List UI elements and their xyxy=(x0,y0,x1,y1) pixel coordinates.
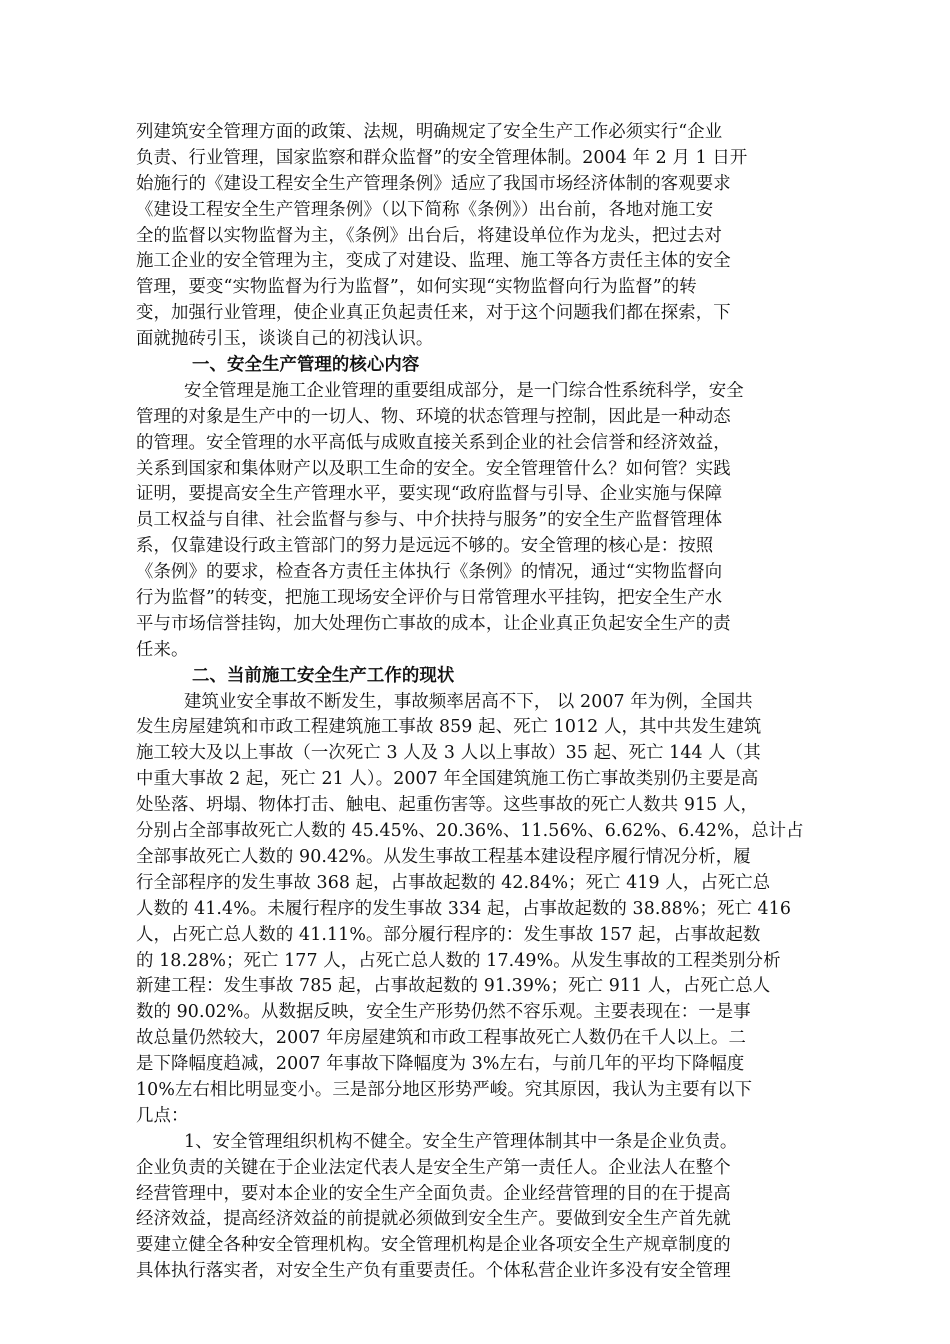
text-line: 故总量仍然较大，2007 年房屋建筑和市政工程事故死亡人数仍在千人以上。二 xyxy=(136,1028,746,1049)
text-line: 1、安全管理组织机构不健全。安全生产管理体制其中一条是企业负责。 xyxy=(184,1131,738,1152)
text-line: 《建设工程安全生产管理条例》（以下简称《条例》）出台前，各地对施工安 xyxy=(136,199,714,220)
text-line: 发生房屋建筑和市政工程建筑施工事故 859 起、死亡 1012 人，其中共发生建筑 xyxy=(136,717,762,738)
text-line: 经济效益，提高经济效益的前提就必须做到安全生产。要做到安全生产首先就 xyxy=(136,1209,731,1230)
text-line: 平与市场信誉挂钩，加大处理伤亡事故的成本，让企业真正负起安全生产的责 xyxy=(136,613,731,634)
text-line: 管理的对象是生产中的一切人、物、环境的状态管理与控制，因此是一种动态 xyxy=(136,406,731,427)
text-line: 列建筑安全管理方面的政策、法规，明确规定了安全生产工作必须实行“企业 xyxy=(136,122,723,142)
text-line: 行全部程序的发生事故 368 起，占事故起数的 42.84%；死亡 419 人，占死亡总 xyxy=(136,872,771,893)
text-line: 面就抛砖引玉，谈谈自己的初浅认识。 xyxy=(136,329,434,350)
text-line: 施工企业的安全管理为主，变成了对建设、监理、施工等各方责任主体的安全 xyxy=(136,251,731,272)
text-line: 处坠落、坍塌、物体打击、触电、起重伤害等。这些事故的死亡人数共 915 人， xyxy=(136,795,758,816)
text-line: 全部事故死亡人数的 90.42%。从发生事故工程基本建设程序履行情况分析，履 xyxy=(136,846,751,867)
text-line: 企业负责的关键在于企业法定代表人是安全生产第一责任人。企业法人在整个 xyxy=(136,1157,731,1178)
text-line: 新建工程：发生事故 785 起，占事故起数的 91.39%；死亡 911 人，占死亡总人 xyxy=(136,976,771,997)
text-line: 10%左右相比明显变小。三是部分地区形势严峻。究其原因，我认为主要有以下 xyxy=(136,1079,753,1100)
text-line: 数的 90.02%。从数据反映，安全生产形势仍然不容乐观。主要表现在：一是事 xyxy=(136,1002,751,1023)
text-line: 要建立健全各种安全管理机构。安全管理机构是企业各项安全生产规章制度的 xyxy=(136,1235,731,1256)
text-line: 施工较大及以上事故（一次死亡 3 人及 3 人以上事故）35 起、死亡 144 人（其 xyxy=(136,743,761,764)
text-line: 变，加强行业管理，使企业真正负起责任来，对于这个问题我们都在探索，下 xyxy=(136,303,731,324)
text-line: 始施行的《建设工程安全生产管理条例》适应了我国市场经济体制的客观要求 xyxy=(136,173,731,194)
document-page xyxy=(136,120,816,1285)
text-line: 负责、行业管理，国家监察和群众监督”的安全管理体制。2004 年 2 月 1 日开 xyxy=(136,147,748,168)
text-line: 具体执行落实者，对安全生产负有重要责任。个体私营企业许多没有安全管理 xyxy=(136,1261,731,1282)
text-line: 人，占死亡总人数的 41.11%。部分履行程序的：发生事故 157 起，占事故起数 xyxy=(136,924,761,945)
text-line: 任来。 xyxy=(136,639,189,660)
text-line: 人数的 41.4%。未履行程序的发生事故 334 起，占事故起数的 38.88%；死亡 416 xyxy=(136,898,792,919)
section-heading: 一、安全生产管理的核心内容 xyxy=(192,355,420,376)
text-line: 系，仅靠建设行政主管部门的努力是远远不够的。安全管理的核心是：按照 xyxy=(136,536,714,557)
text-line: 行为监督”的转变，把施工现场安全评价与日常管理水平挂钩，把安全生产水 xyxy=(136,588,723,609)
text-line: 员工权益与自律、社会监督与参与、中介扶持与服务”的安全生产监督管理体 xyxy=(136,510,723,531)
text-line: 建筑业安全事故不断发生，事故频率居高不下， 以 2007 年为例，全国共 xyxy=(184,691,753,712)
text-line: 证明，要提高安全生产管理水平，要实现“政府监督与引导、企业实施与保障 xyxy=(136,484,723,505)
text-line: 几点： xyxy=(136,1105,189,1126)
section-heading: 二、当前施工安全生产工作的现状 xyxy=(192,665,455,686)
text-line: 全的监督以实物监督为主，《条例》出台后，将建设单位作为龙头，把过去对 xyxy=(136,225,722,246)
text-line: 中重大事故 2 起，死亡 21 人）。2007 年全国建筑施工伤亡事故类别仍主要是高 xyxy=(136,769,759,790)
text-line: 经营管理中，要对本企业的安全生产全面负责。企业经营管理的目的在于提高 xyxy=(136,1183,731,1204)
text-line: 分别占全部事故死亡人数的 45.45%、20.36%、11.56%、6.62%、6.42%，总计占 xyxy=(136,821,804,842)
text-line: 的 18.28%；死亡 177 人，占死亡总人数的 17.49%。从发生事故的工程类别分析 xyxy=(136,950,781,971)
text-line: 安全管理是施工企业管理的重要组成部分，是一门综合性系统科学，安全 xyxy=(184,380,744,401)
text-line: 管理，要变“实物监督为行为监督”，如何实现“实物监督向行为监督”的转 xyxy=(136,277,697,298)
text-line: 《条例》的要求，检查各方责任主体执行《条例》的情况，通过“实物监督向 xyxy=(136,562,723,583)
text-line: 关系到国家和集体财产以及职工生命的安全。安全管理管什么？如何管？实践 xyxy=(136,458,731,479)
text-line: 是下降幅度趋减，2007 年事故下降幅度为 3%左右，与前几年的平均下降幅度 xyxy=(136,1054,745,1075)
text-line: 的管理。安全管理的水平高低与成败直接关系到企业的社会信誉和经济效益， xyxy=(136,432,731,453)
